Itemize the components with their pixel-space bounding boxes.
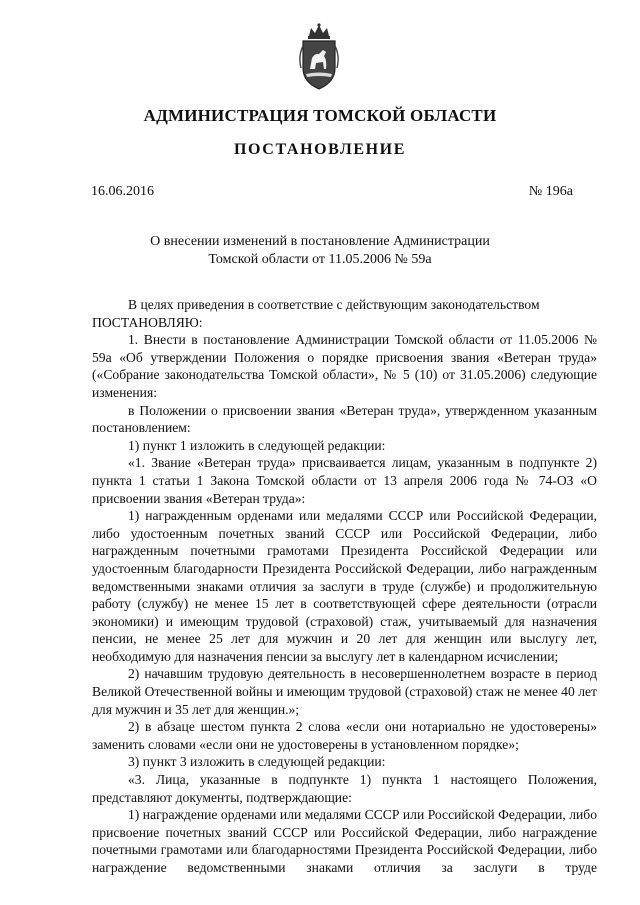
body-paragraph: «1. Звание «Ветеран труда» присваивается лицам, указанным в подпункте 2) пункта 1 статьи 1 Закона Томской области от 13 апреля 2006 года № 74-ОЗ «О присвоении звания «Ветеран труда»: bbox=[92, 455, 597, 506]
coat-of-arms-icon bbox=[296, 22, 342, 92]
body-paragraph: В целях приведения в соответствие с действующим законодательством bbox=[128, 297, 540, 312]
document-subject bbox=[0, 233, 640, 269]
body-paragraph: 1. Внести в постановление Администрации Томской области от 11.05.2006 № 59а «Об утверждении Положения о порядке присвоения звания «Ветеран труда» («Собрание законодательства Томской области», № 5 (10) от 31.05.2006) следующие изменения: bbox=[92, 332, 597, 400]
body-paragraph: в Положении о присвоении звания «Ветеран труда», утвержденном указанным постановлением: bbox=[92, 402, 597, 436]
subject-line: Томской области от 11.05.2006 № 59а bbox=[208, 252, 432, 267]
body-paragraph: 2) в абзаце шестом пункта 2 слова «если они нотариально не удостоверены» заменить словами «если они не удостоверены в установленном порядке»; bbox=[92, 719, 597, 752]
body-paragraph: ПОСТАНОВЛЯЮ: bbox=[92, 314, 203, 330]
body-paragraph: 1) награжденным орденами или медалями СССР или Российской Федерации, либо удостоенным почетных званий СССР или Российской Федерации, либо награжденным почетными грамотами Президента Российской Федерации или удостоенным благодарности Президента Российской Федерации, либо награжденным ведомственными знаками отличия за заслуги в труде (службе) и продолжительную работу (службу) не менее 15 лет в соответствующей сфере деятельности (отрасли экономики) и имеющим трудовой (страховой) стаж, учитываемый для назначения пенсии, не менее 25 лет для мужчин и 20 лет для женщин или выслугу лет, необходимую для назначения пенсии за выслугу лет в календарном исчислении; bbox=[92, 508, 597, 664]
document-date: 16.06.2016 bbox=[91, 184, 154, 199]
organization-title: АДМИНИСТРАЦИЯ ТОМСКОЙ ОБЛАСТИ bbox=[143, 106, 497, 125]
document-number: № 196а bbox=[528, 184, 573, 199]
document-type-title: ПОСТАНОВЛЕНИЕ bbox=[234, 141, 406, 158]
body-paragraph: 2) начавшим трудовую деятельность в несовершеннолетнем возрасте в период Великой Отечественной войны и имеющим трудовой (страховой) стаж не менее 40 лет для мужчин и 35 лет для женщин.»; bbox=[92, 666, 597, 717]
body-paragraph: 1) пункт 1 изложить в следующей редакции: bbox=[128, 437, 386, 453]
body-paragraph: 3) пункт 3 изложить в следующей редакции: bbox=[128, 754, 386, 770]
body-paragraph: 1) награждение орденами или медалями СССР или Российской Федерации, либо присвоение почетных званий СССР или Российской Федерации, либо награждение почетными грамотами или благодарностями Президента Российской Федерации, либо награждение ведомственными знаками отличия за заслуги в труде bbox=[92, 807, 597, 875]
subject-line: О внесении изменений в постановление Администрации bbox=[150, 234, 490, 249]
body-paragraph: «3. Лица, указанные в подпункте 1) пункта 1 настоящего Положения, представляют документы, подтверждающие: bbox=[92, 772, 597, 805]
document-body bbox=[92, 296, 597, 877]
